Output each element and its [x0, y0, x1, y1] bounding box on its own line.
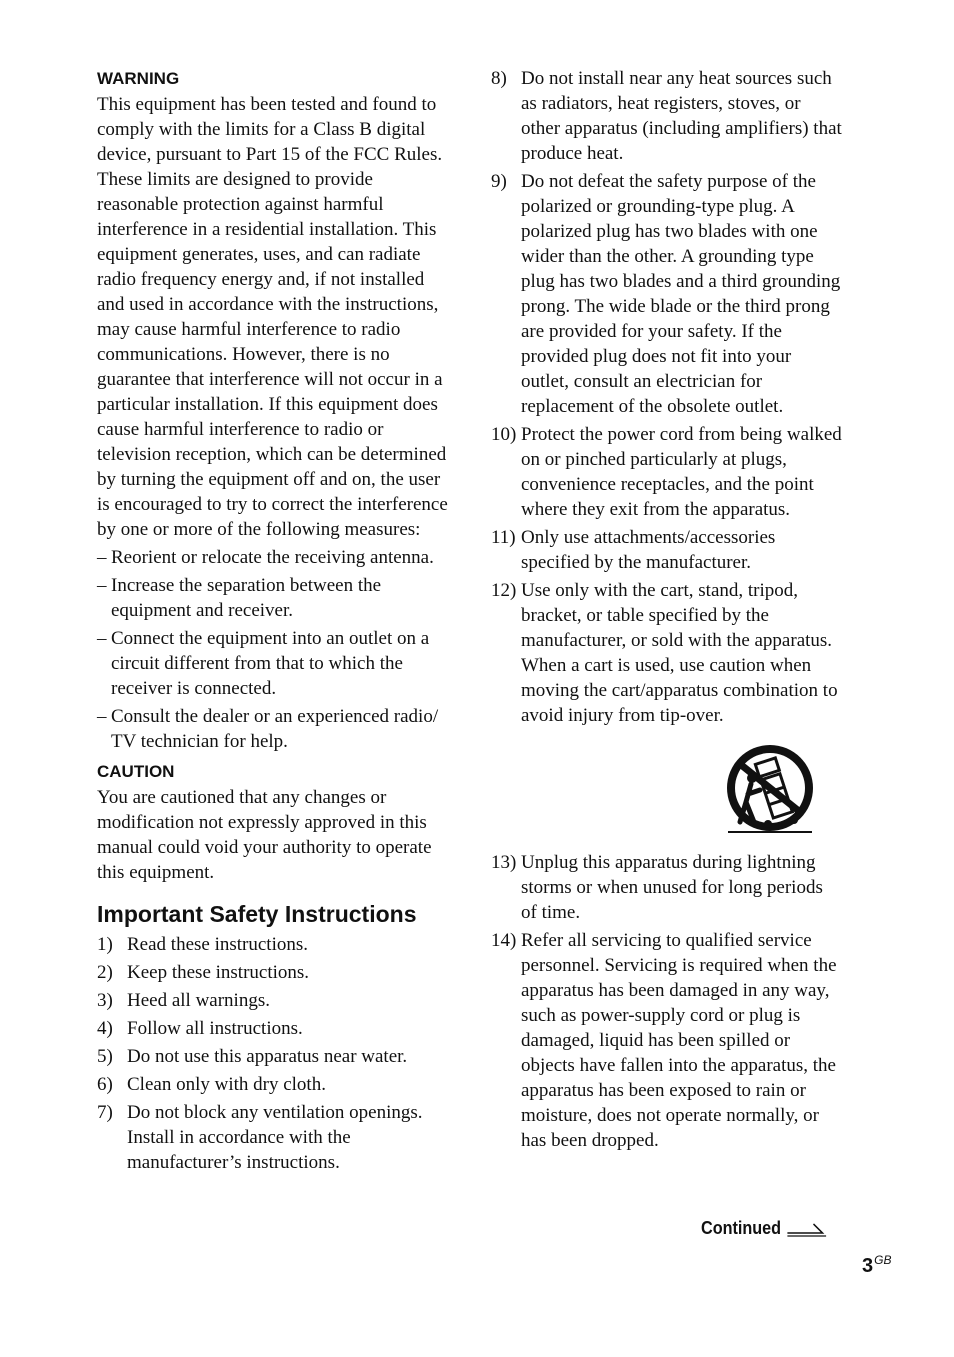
list-item — [491, 422, 843, 522]
dash-marker: – — [97, 575, 107, 596]
dash-marker: – — [97, 706, 107, 727]
measure-item — [97, 573, 449, 623]
dash-marker: – — [97, 628, 107, 649]
item-number: 3) — [97, 990, 113, 1011]
list-item — [97, 960, 449, 985]
page-number — [862, 1253, 891, 1278]
measure-text: Increase the separation between the equipment and receiver. — [111, 575, 382, 621]
measure-text: Consult the dealer or an experienced radio/ TV technician for help. — [111, 706, 439, 752]
continued-arrow-icon — [786, 1221, 827, 1237]
item-number: 7) — [97, 1102, 113, 1123]
list-item — [491, 525, 843, 575]
left-column — [97, 66, 449, 1175]
item-text: Only use attachments/accessories specified by the manufacturer. — [521, 527, 776, 573]
measure-text: Connect the equipment into an outlet on a circuit different from that to which the receiver is connected. — [111, 628, 430, 699]
list-item — [97, 1100, 449, 1175]
list-item — [97, 1072, 449, 1097]
item-number: 12) — [491, 580, 517, 601]
dash-marker: – — [97, 547, 107, 568]
item-text: Do not defeat the safety purpose of the polarized or grounding-type plug. A polarized plug has two blades with one wider than the other. A grounding type plug has two blades and a third grounding prong. The wide blade or the third prong are provided for your safety. If the provided plug does not fit into your outlet, consult an electrician for replacement of the obsolete outlet. — [521, 171, 841, 417]
item-number: 1) — [97, 934, 113, 955]
list-item — [97, 988, 449, 1013]
item-text: Unplug this apparatus during lightning storms or when unused for long periods of time. — [521, 852, 823, 923]
item-text: Keep these instructions. — [127, 962, 310, 983]
warning-heading: WARNING — [97, 69, 180, 88]
item-number: 5) — [97, 1046, 113, 1067]
list-item — [491, 850, 843, 925]
list-item — [97, 932, 449, 957]
warning-body: This equipment has been tested and found to comply with the limits for a Class B digital device, pursuant to Part 15 of the FCC Rules. These limits are designed to provide reasonable protection against harmful interference in a residential installation. This equipment generates, uses, and can radiate radio frequency energy and, if not installed and used in accordance with the instructions, may cause harmful interference to radio communications. However, there is no guarantee that interference will not occur in a particular installation. If this equipment does cause harmful interference to radio or television reception, which can be determined by turning the equipment off and on, the user is encouraged to try to correct the interference by one or more of the following measures: — [97, 94, 448, 540]
page-suffix: GB — [874, 1253, 892, 1267]
right-column — [491, 66, 843, 1153]
item-number: 9) — [491, 171, 507, 192]
item-number: 11) — [491, 527, 516, 548]
section-title: Important Safety Instructions — [97, 901, 417, 927]
page-number-value: 3 — [862, 1255, 874, 1277]
measure-item — [97, 626, 449, 701]
item-number: 8) — [491, 68, 507, 89]
item-text: Do not use this apparatus near water. — [127, 1046, 408, 1067]
item-text: Heed all warnings. — [127, 990, 270, 1011]
item-text: Do not install near any heat sources such as radiators, heat registers, stoves, or other apparatus (including amplifiers) that produce heat. — [521, 68, 842, 164]
item-text: Do not block any ventilation openings. Install in accordance with the manufacturer’s instructions. — [127, 1102, 423, 1173]
item-text: Use only with the cart, stand, tripod, bracket, or table specified by the manufacturer, or sold with the apparatus. When a cart is used, use caution when moving the cart/apparatus combination to avoid injury from tip-over. — [521, 580, 838, 726]
continued-indicator — [701, 1218, 828, 1239]
caution-heading: CAUTION — [97, 762, 175, 781]
item-text: Protect the power cord from being walked on or pinched particularly at plugs, convenience receptacles, and the point where they exit from the apparatus. — [521, 424, 842, 520]
item-number: 13) — [491, 852, 517, 873]
item-number: 4) — [97, 1018, 113, 1039]
list-item — [97, 1044, 449, 1069]
continued-label: Continued — [701, 1218, 782, 1238]
measure-item — [97, 704, 449, 754]
item-text: Refer all servicing to qualified service personnel. Servicing is required when the apparatus has been damaged in any way, such as power-supply cord or plug is damaged, liquid has been spilled or objects have fallen into the apparatus, the apparatus has been exposed to rain or moisture, does not operate normally, or has been dropped. — [521, 930, 837, 1151]
item-number: 6) — [97, 1074, 113, 1095]
item-text: Follow all instructions. — [127, 1018, 303, 1039]
item-text: Read these instructions. — [127, 934, 308, 955]
measure-item — [97, 545, 449, 570]
list-item — [491, 66, 843, 166]
list-item — [491, 169, 843, 419]
list-item — [97, 1016, 449, 1041]
cart-tip-over-warning-icon — [724, 744, 816, 836]
list-item — [491, 578, 843, 728]
item-number: 10) — [491, 424, 517, 445]
caution-body: You are cautioned that any changes or modification not expressly approved in this manual could void your authority to operate this equipment. — [97, 787, 432, 883]
item-number: 2) — [97, 962, 113, 983]
item-number: 14) — [491, 930, 517, 951]
list-item — [491, 928, 843, 1153]
item-text: Clean only with dry cloth. — [127, 1074, 326, 1095]
measure-text: Reorient or relocate the receiving antenna. — [111, 547, 434, 568]
